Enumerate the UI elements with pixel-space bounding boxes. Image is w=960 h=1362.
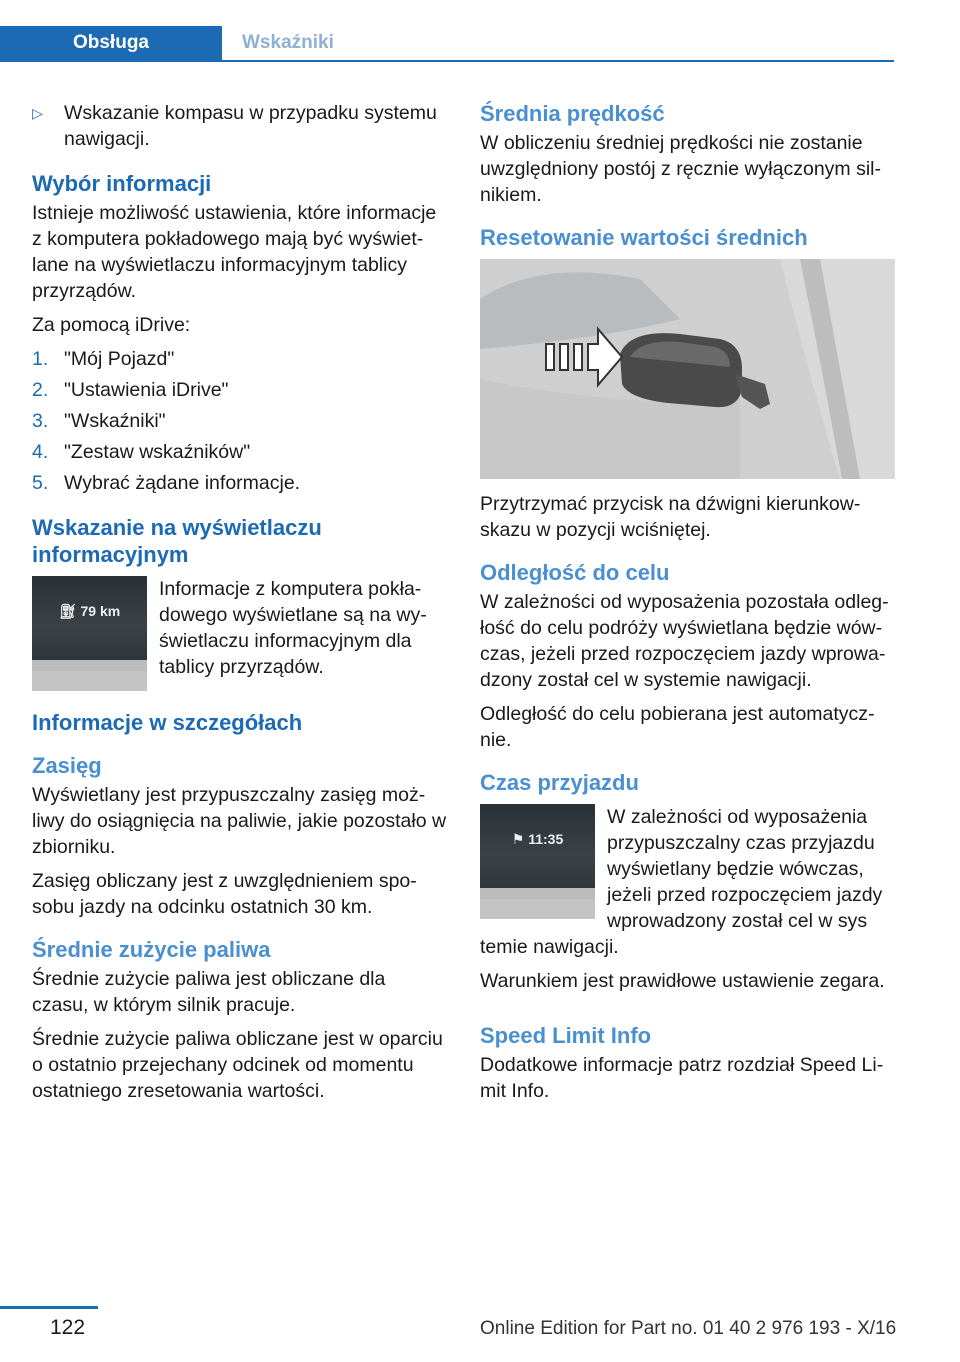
- info-display-block: [32, 576, 447, 691]
- tab-obsluga[interactable]: Obsługa: [0, 26, 222, 60]
- paragraph-zasieg-2: Zasięg obliczany jest z uwzględnieniem sposobu jazdy na odcinku ostatnich 30 km.: [32, 870, 417, 918]
- compass-bullet: [32, 100, 447, 152]
- destination-flag-icon: ⚑: [511, 831, 529, 847]
- range-value: 79 km: [80, 603, 121, 619]
- turn-signal-lever-photo: [480, 259, 895, 479]
- paragraph-odleglosc-2: Odległość do celu pobierana jest automatycznie.: [480, 703, 875, 751]
- idrive-steps: [32, 346, 447, 496]
- arrival-time-block: [480, 804, 895, 934]
- info-display-image: [32, 576, 147, 691]
- arrival-display-image: [480, 804, 595, 919]
- list-item: 1. "Mój Pojazd": [32, 348, 175, 370]
- tab-wskazniki[interactable]: Wskaźniki: [242, 32, 334, 53]
- heading-wybor-informacji: Wybór informacji: [32, 171, 212, 196]
- paragraph-wybor: Istnieje możliwość ustawienia, które informacje z komputera pokładowego mają być wyświetlane na wyświetlaczu informacyjnym tablicy przyrządów.: [32, 202, 437, 302]
- paragraph-wskazanie: Informacje z komputera pokładowego wyświetlane są na wyświetlaczu informacyjnym dla tablicy przyrządów.: [159, 578, 427, 678]
- paragraph-czas-side: W zależności od wyposażenia przypuszczalny czas przyjazdu wyświetlany będzie wówczas, jeżeli przed rozpoczęciem jazdy wprowadzony został cel w sys: [607, 806, 883, 932]
- paragraph-czas-rest: temie nawigacji.: [480, 936, 619, 958]
- paragraph-czas-2: Warunkiem jest prawidłowe ustawienie zegara.: [480, 970, 885, 992]
- paragraph-speed-limit: Dodatkowe informacje patrz rozdział Speed Limit Info.: [480, 1054, 884, 1102]
- heading-resetowanie: Resetowanie wartości średnich: [480, 225, 808, 250]
- heading-czas-przyjazdu: Czas przyjazdu: [480, 770, 639, 795]
- lever-illustration: [480, 259, 895, 479]
- paragraph-zuzycie-2: Średnie zużycie paliwa obliczane jest w oparciu o ostatnio przejechany odcinek od momentu ostatniego zresetowania wartości.: [32, 1028, 443, 1102]
- header-tabs: [0, 26, 894, 62]
- list-item: 4. "Zestaw wskaźników": [32, 441, 251, 463]
- bullet-text: Wskazanie kompasu w przypadku systemu nawigacji.: [64, 102, 437, 150]
- paragraph-predkosc: W obliczeniu średniej prędkości nie zostanie uwzględniony postój z ręcznie wyłączonym silnikiem.: [480, 132, 882, 206]
- heading-srednie-zuzycie: Średnie zużycie paliwa: [32, 937, 271, 962]
- paragraph-reset: Przytrzymać przycisk na dźwigni kierunkowskazu w pozycji wciśniętej.: [480, 493, 861, 541]
- heading-odleglosc: Odległość do celu: [480, 560, 670, 585]
- header-rule: [0, 60, 894, 62]
- list-item: 2. "Ustawienia iDrive": [32, 379, 229, 401]
- heading-srednia-predkosc: Średnia prędkość: [480, 101, 665, 126]
- paragraph-odleglosc-1: W zależności od wyposażenia pozostała odległość do celu podróży wyświetlana będzie wówczas, jeżeli przed rozpoczęciem jazdy wprowadzony został cel w systemie nawigacji.: [480, 591, 889, 691]
- heading-wskazanie: Wskazanie na wyświetlaczu informacyjnym: [32, 515, 322, 567]
- heading-speed-limit-info: Speed Limit Info: [480, 1023, 652, 1048]
- footer-rule: [0, 1306, 98, 1309]
- list-item: 3. "Wskaźniki": [32, 410, 166, 432]
- heading-zasieg: Zasięg: [32, 753, 102, 778]
- triangle-bullet-icon: ▷: [32, 105, 43, 121]
- fuel-pump-icon: ⛽︎: [58, 603, 81, 619]
- right-column: [480, 100, 895, 1112]
- list-item: 5. Wybrać żądane informacje.: [32, 472, 301, 494]
- edition-note: Online Edition for Part no. 01 40 2 976 193 - X/16: [480, 1318, 897, 1339]
- arrival-time-value: 11:35: [528, 831, 564, 847]
- paragraph-zuzycie-1: Średnie zużycie paliwa jest obliczane dla czasu, w którym silnik pracuje.: [32, 968, 386, 1016]
- page-number: 122: [50, 1316, 86, 1339]
- heading-szczegoly: Informacje w szczegółach: [32, 710, 303, 735]
- paragraph-idrive: Za pomocą iDrive:: [32, 314, 191, 336]
- paragraph-zasieg-1: Wyświetlany jest przypuszczalny zasięg możliwy do osiągnięcia na paliwie, jakie pozostało w zbiorniku.: [32, 784, 447, 858]
- left-column: [32, 100, 447, 1112]
